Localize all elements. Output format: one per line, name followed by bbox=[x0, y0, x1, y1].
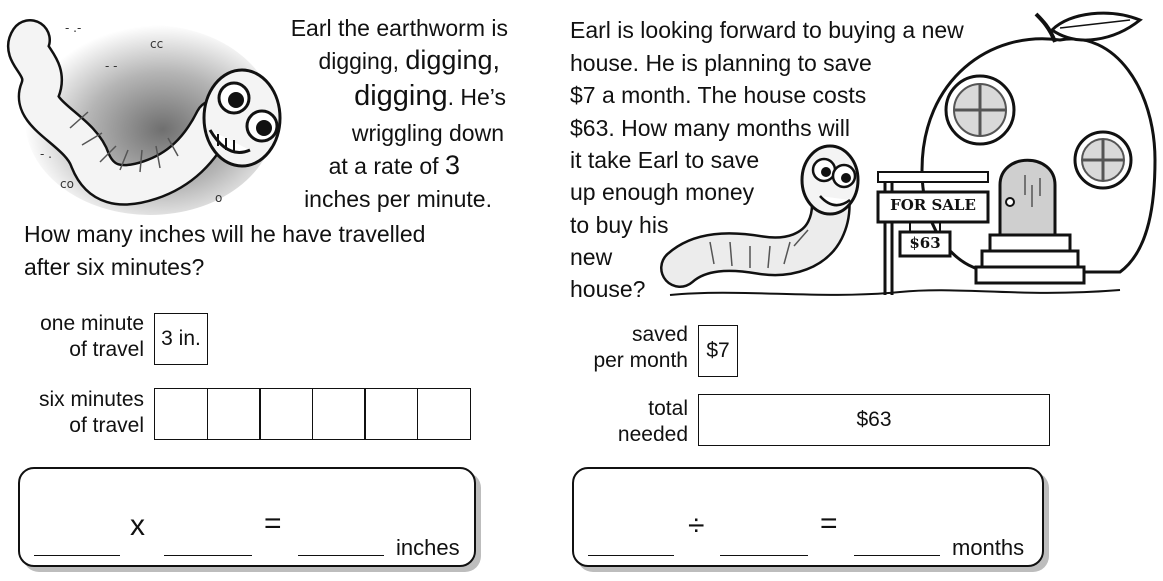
six-minutes-label-line-2: of travel bbox=[69, 414, 144, 437]
multiplication-equation-box bbox=[18, 467, 476, 567]
dividend-blank[interactable] bbox=[588, 555, 674, 556]
right-story-line-7: to buy his bbox=[570, 212, 669, 238]
worm-drawing bbox=[10, 10, 270, 220]
equals-sign: = bbox=[820, 507, 838, 540]
question-line-1: How many inches will he have travelled bbox=[24, 221, 426, 247]
story-hes: . He’s bbox=[447, 84, 506, 110]
equals-sign: = bbox=[264, 507, 282, 540]
right-story-line-9: house? bbox=[570, 276, 646, 302]
saved-value-box: $7 bbox=[698, 325, 738, 377]
one-minute-label-line-1: one minute bbox=[40, 312, 144, 335]
six-minutes-label bbox=[0, 387, 144, 439]
divide-sign: ÷ bbox=[688, 509, 705, 542]
right-story-line-2: house. He is planning to save bbox=[570, 50, 872, 76]
product-blank[interactable] bbox=[298, 555, 384, 556]
svg-text:- .: - . bbox=[40, 147, 52, 161]
total-value-box: $63 bbox=[698, 394, 1050, 446]
right-story-line-3: $7 a month. The house costs bbox=[570, 82, 867, 108]
quotient-blank[interactable] bbox=[854, 555, 940, 556]
apple-house-drawing bbox=[660, 10, 1155, 310]
story-line-1: Earl the earthworm is bbox=[290, 15, 508, 41]
story-line-4: wriggling down bbox=[351, 120, 504, 146]
division-equation-box bbox=[572, 467, 1044, 567]
saved-label-line-1: saved bbox=[631, 323, 688, 346]
divisor-blank[interactable] bbox=[720, 555, 808, 556]
answer-cell[interactable] bbox=[154, 388, 208, 440]
story-line-6: inches per minute. bbox=[304, 186, 492, 212]
six-minutes-cells bbox=[154, 388, 476, 440]
answer-cell[interactable] bbox=[364, 388, 418, 440]
answer-cell[interactable] bbox=[417, 388, 471, 440]
story-line-2 bbox=[250, 44, 500, 77]
story-digging-3: digging bbox=[354, 80, 448, 112]
total-needed-label bbox=[560, 396, 688, 448]
story-rate-number: 3 bbox=[444, 150, 460, 180]
right-story-line-4: $63. How many months will bbox=[570, 115, 850, 141]
six-minutes-label-line-1: six minutes bbox=[38, 388, 144, 411]
saved-per-month-label bbox=[560, 322, 688, 374]
apple-house-illustration bbox=[660, 10, 1155, 310]
svg-text:co: co bbox=[60, 177, 74, 191]
svg-text:cc: cc bbox=[150, 37, 164, 51]
answer-cell[interactable] bbox=[207, 388, 261, 440]
svg-text:- -: - - bbox=[105, 59, 118, 73]
factor-1-blank[interactable] bbox=[34, 555, 120, 556]
total-label-line-1: total bbox=[648, 397, 688, 420]
factor-2-blank[interactable] bbox=[164, 555, 252, 556]
answer-cell[interactable] bbox=[259, 388, 313, 440]
one-minute-label-line-2: of travel bbox=[69, 338, 144, 361]
for-sale-sign: FOR SALE bbox=[890, 196, 976, 214]
svg-text:- .-: - .- bbox=[65, 21, 82, 35]
one-minute-value-box: 3 in. bbox=[154, 313, 208, 365]
right-story-line-6: up enough money bbox=[570, 179, 755, 205]
story-line-5 bbox=[250, 149, 460, 182]
svg-text:o: o bbox=[215, 191, 223, 205]
one-minute-label bbox=[0, 311, 144, 363]
unit-months: months bbox=[952, 535, 1025, 560]
digging-worm-illustration bbox=[10, 10, 270, 220]
unit-inches: inches bbox=[396, 535, 460, 560]
story-rate-text: at a rate of bbox=[328, 153, 445, 179]
story-line-3 bbox=[250, 80, 506, 113]
story-digging-1: digging, bbox=[318, 48, 400, 74]
saved-label-line-2: per month bbox=[593, 349, 688, 372]
price-sign: $63 bbox=[909, 234, 941, 252]
story-digging-2: digging, bbox=[405, 45, 500, 75]
right-story-line-5: it take Earl to save bbox=[570, 147, 760, 173]
right-story-line-8: new bbox=[570, 244, 613, 270]
multiply-sign: x bbox=[130, 509, 145, 542]
question-line-2: after six minutes? bbox=[24, 254, 205, 280]
answer-cell[interactable] bbox=[312, 388, 366, 440]
total-label-line-2: needed bbox=[617, 423, 688, 446]
right-story-line-1: Earl is looking forward to buying a new bbox=[570, 17, 964, 43]
